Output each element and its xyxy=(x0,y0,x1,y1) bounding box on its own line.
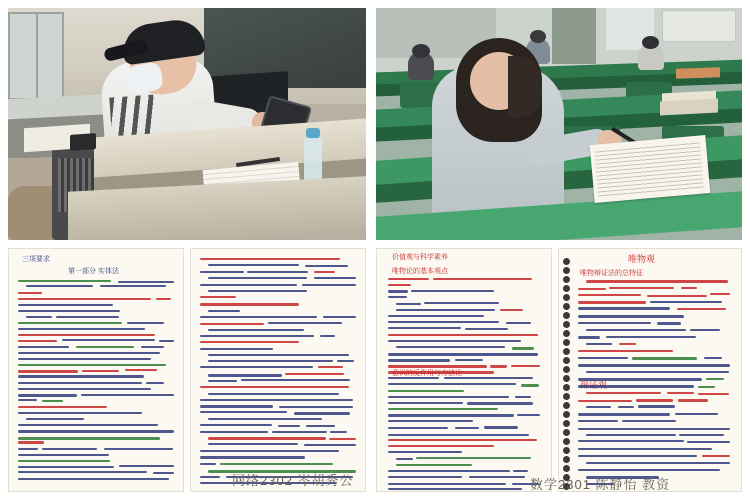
spiral-hole xyxy=(563,285,570,292)
handwritten-line xyxy=(388,296,407,298)
handwritten-line xyxy=(18,340,57,342)
handwritten-line xyxy=(388,290,408,293)
handwritten-line xyxy=(208,443,298,445)
air-conditioner xyxy=(662,10,736,42)
handwritten-line xyxy=(657,322,681,325)
handwritten-line xyxy=(294,412,351,415)
handwritten-line xyxy=(500,309,523,311)
handwritten-line xyxy=(18,280,111,282)
handwritten-line xyxy=(702,455,730,457)
handwritten-line xyxy=(200,284,297,286)
note-page-3 xyxy=(376,248,552,492)
handwritten-line xyxy=(687,441,730,443)
handwritten-line xyxy=(517,414,540,416)
handwritten-line xyxy=(484,426,518,429)
handwritten-line xyxy=(82,370,119,372)
handwritten-line xyxy=(586,343,612,345)
handwritten-line xyxy=(153,472,174,474)
handwritten-line xyxy=(388,445,494,447)
handwritten-line xyxy=(388,488,522,490)
handwritten-line xyxy=(18,471,147,473)
handwritten-line xyxy=(18,370,78,373)
handwritten-line xyxy=(388,483,506,485)
handwritten-line xyxy=(100,285,166,287)
spiral-hole xyxy=(563,420,570,427)
spiral-hole xyxy=(563,456,570,463)
handwritten-line xyxy=(26,418,84,420)
handwritten-line xyxy=(159,340,174,342)
handwritten-line xyxy=(578,288,606,290)
spiral-hole xyxy=(563,375,570,382)
handwritten-line xyxy=(444,377,533,379)
spiral-hole xyxy=(563,465,570,472)
handwritten-line xyxy=(18,454,109,456)
handwritten-line xyxy=(388,470,510,472)
handwritten-line xyxy=(396,458,413,460)
handwritten-line xyxy=(208,380,237,382)
handwritten-line xyxy=(578,336,600,339)
handwritten-line xyxy=(18,466,114,468)
handwritten-line xyxy=(62,339,155,341)
notebook-lines xyxy=(594,139,704,198)
handwritten-line xyxy=(18,412,142,414)
handwritten-line xyxy=(329,438,356,440)
spiral-hole xyxy=(563,258,570,265)
handwritten-line xyxy=(304,444,356,446)
handwritten-line xyxy=(586,329,686,331)
note-page-1 xyxy=(8,248,184,492)
handwritten-line xyxy=(690,329,719,331)
handwritten-line xyxy=(388,390,464,392)
handwritten-line xyxy=(586,392,661,394)
handwritten-line xyxy=(278,425,299,427)
handwritten-line xyxy=(678,399,708,402)
handwritten-line xyxy=(279,406,353,408)
handwritten-line xyxy=(586,434,676,436)
handwritten-line xyxy=(200,258,340,260)
handwritten-line xyxy=(208,354,349,356)
handwritten-line xyxy=(127,322,165,324)
handwritten-line xyxy=(42,448,98,450)
handwritten-line xyxy=(455,359,483,361)
handwritten-line xyxy=(268,322,342,324)
handwritten-line xyxy=(141,346,164,348)
handwritten-line xyxy=(18,448,38,450)
handwritten-line xyxy=(388,439,537,441)
handwritten-line xyxy=(208,360,333,362)
handwritten-line xyxy=(200,386,349,388)
handwritten-line xyxy=(208,290,307,292)
handwritten-line xyxy=(314,277,356,279)
handwritten-line xyxy=(146,382,164,384)
handwritten-line xyxy=(618,406,634,408)
handwritten-line xyxy=(578,301,646,304)
window xyxy=(8,12,64,100)
handwritten-line xyxy=(18,334,155,336)
caption-right: 数学2301 陈静怡 教资 xyxy=(530,477,671,492)
spiral-hole xyxy=(563,267,570,274)
handwritten-line xyxy=(586,462,730,464)
handwritten-line xyxy=(706,378,724,380)
spiral-hole xyxy=(563,384,570,391)
handwritten-line xyxy=(314,271,335,273)
handwritten-line xyxy=(388,353,538,356)
note-page-4 xyxy=(558,248,742,492)
spiral-hole xyxy=(563,393,570,400)
handwritten-line xyxy=(586,280,728,283)
handwritten-line xyxy=(18,328,145,330)
handwritten-line xyxy=(388,476,462,478)
handwritten-line xyxy=(455,427,479,429)
spiral-hole xyxy=(563,438,570,445)
handwritten-line xyxy=(200,399,353,401)
handwritten-line xyxy=(200,335,314,337)
handwritten-line xyxy=(578,420,618,422)
handwritten-line xyxy=(18,364,166,366)
handwritten-line xyxy=(578,350,673,352)
handwritten-line xyxy=(272,431,327,433)
handwritten-line xyxy=(285,373,344,375)
handwritten-line xyxy=(18,382,142,384)
handwritten-line xyxy=(513,470,527,472)
handwritten-line xyxy=(118,281,174,283)
handwritten-line xyxy=(26,316,52,318)
handwritten-line xyxy=(208,329,304,331)
handwritten-line xyxy=(681,287,697,289)
handwritten-line xyxy=(667,392,694,394)
handwritten-line xyxy=(18,292,42,294)
handwritten-line xyxy=(18,352,160,354)
handwritten-line xyxy=(396,464,472,466)
handwritten-line xyxy=(650,301,722,303)
handwritten-line xyxy=(18,394,77,397)
handwritten-line xyxy=(586,406,611,408)
spiral-hole xyxy=(563,330,570,337)
handwritten-line xyxy=(465,328,508,330)
handwritten-line xyxy=(388,327,461,329)
handwritten-line xyxy=(200,341,299,343)
handwritten-line xyxy=(208,437,326,440)
handwritten-line xyxy=(388,383,516,385)
handwritten-line xyxy=(416,457,531,459)
handwritten-line xyxy=(323,316,356,318)
handwritten-line xyxy=(200,316,317,318)
handwritten-line xyxy=(469,476,525,478)
handwritten-line xyxy=(200,431,268,433)
handwritten-line xyxy=(305,265,348,267)
caption-left: 网络2302 岑胡秀公 xyxy=(232,473,354,488)
book-stack-top xyxy=(676,67,720,79)
handwritten-line xyxy=(586,371,729,373)
handwritten-line xyxy=(578,448,712,450)
handwritten-line xyxy=(200,405,273,408)
handwritten-line xyxy=(104,448,174,450)
handwritten-line xyxy=(506,322,531,324)
handwritten-line xyxy=(200,476,220,478)
handwritten-line xyxy=(647,295,707,297)
handwritten-line xyxy=(388,315,484,317)
handwritten-line xyxy=(56,316,119,318)
student-back-3-head xyxy=(642,36,659,49)
handwritten-line xyxy=(515,396,531,398)
handwritten-line xyxy=(388,420,473,422)
handwritten-line xyxy=(388,359,450,362)
handwritten-line xyxy=(710,293,730,295)
handwritten-line xyxy=(578,455,697,457)
handwritten-line xyxy=(622,420,677,422)
handwritten-line xyxy=(200,456,305,459)
handwritten-line xyxy=(632,357,697,360)
handwritten-line xyxy=(247,271,308,273)
handwritten-line xyxy=(320,335,335,337)
handwritten-line xyxy=(18,406,107,408)
handwritten-line xyxy=(388,396,509,398)
handwritten-line xyxy=(490,365,506,368)
photo-top-left xyxy=(8,8,366,240)
handwritten-line xyxy=(521,384,539,387)
bottle-cap xyxy=(306,128,320,138)
handwritten-line xyxy=(306,425,335,427)
handwritten-line xyxy=(241,379,350,381)
handwritten-line xyxy=(18,346,69,348)
handwritten-line xyxy=(609,287,674,289)
handwritten-line xyxy=(619,343,636,345)
handwritten-line xyxy=(578,357,628,359)
spiral-hole xyxy=(563,339,570,346)
spiral-hole xyxy=(563,276,570,283)
handwritten-line xyxy=(18,304,113,306)
note-4-section-1: 唯物辩证法的总特征 xyxy=(580,270,643,277)
handwritten-line xyxy=(396,309,495,311)
handwritten-line xyxy=(76,346,135,348)
handwritten-line xyxy=(200,296,236,298)
handwritten-line xyxy=(578,307,670,310)
handwritten-line xyxy=(18,424,158,426)
handwritten-line xyxy=(200,303,299,306)
handwritten-line xyxy=(337,360,354,362)
handwritten-line xyxy=(638,405,675,408)
handwritten-line xyxy=(578,294,641,296)
handwritten-line xyxy=(200,411,287,413)
handwritten-line xyxy=(388,402,463,404)
handwritten-line xyxy=(208,393,339,395)
handwritten-line xyxy=(26,285,93,287)
classroom-door xyxy=(552,8,596,64)
spiral-hole xyxy=(563,402,570,409)
handwritten-line xyxy=(433,278,533,280)
note-1-title: 三项要求 xyxy=(22,256,50,263)
handwritten-line xyxy=(388,414,514,417)
handwritten-line xyxy=(388,434,529,436)
handwritten-line xyxy=(208,277,307,279)
handwritten-line xyxy=(467,402,533,405)
handwritten-line xyxy=(208,264,299,266)
handwritten-line xyxy=(220,463,333,465)
spiral-hole xyxy=(563,294,570,301)
handwritten-line xyxy=(636,399,673,402)
handwritten-line xyxy=(42,400,64,402)
handwritten-line xyxy=(200,450,339,452)
spiral-hole xyxy=(563,303,570,310)
handwritten-line xyxy=(18,478,169,480)
spiral-hole xyxy=(563,366,570,373)
note-1-subtitle: 第一部分 实体法 xyxy=(68,268,119,275)
handwritten-line xyxy=(18,322,122,324)
handwritten-line xyxy=(388,377,439,379)
handwritten-line xyxy=(578,428,730,430)
handwritten-line xyxy=(388,408,498,410)
student-hair-front xyxy=(508,56,542,118)
note-3-section-1: 唯物论的基本观点 xyxy=(392,268,448,275)
handwritten-line xyxy=(125,369,156,371)
handwritten-line xyxy=(388,334,538,336)
handwritten-line xyxy=(18,460,110,462)
handwritten-line xyxy=(396,346,505,348)
handwritten-line xyxy=(208,418,322,420)
note-4-title: 唯物观 xyxy=(628,254,656,264)
photo-top-right xyxy=(376,8,742,240)
handwritten-line xyxy=(200,424,272,426)
student-back-1-head xyxy=(412,44,430,58)
handwritten-line xyxy=(302,284,356,286)
student-back-2-head xyxy=(530,30,546,43)
spiral-hole xyxy=(563,447,570,454)
handwritten-line xyxy=(18,437,160,440)
handwritten-line xyxy=(156,298,171,300)
handwritten-line xyxy=(424,302,498,304)
handwritten-line xyxy=(208,374,282,377)
handwritten-line xyxy=(388,321,499,323)
handwritten-line xyxy=(18,388,151,390)
handwritten-line xyxy=(578,400,632,402)
spiral-hole xyxy=(563,429,570,436)
spiral-hole xyxy=(563,348,570,355)
handwritten-line xyxy=(578,385,694,388)
handwritten-line xyxy=(698,393,728,395)
handwritten-line xyxy=(18,310,120,312)
handwritten-line xyxy=(18,358,151,360)
handwritten-line xyxy=(578,322,651,324)
handwritten-line xyxy=(578,315,684,318)
handwritten-line xyxy=(208,310,240,312)
handwritten-line xyxy=(18,375,144,378)
handwritten-line xyxy=(318,366,343,368)
handwritten-line xyxy=(578,413,670,416)
spiral-hole xyxy=(563,312,570,319)
handwritten-line xyxy=(578,378,702,381)
handwritten-line xyxy=(677,308,726,310)
handwritten-line xyxy=(578,469,720,471)
handwritten-line xyxy=(388,451,462,453)
handwritten-line xyxy=(679,434,725,436)
handwritten-line xyxy=(200,463,216,465)
spiral-hole xyxy=(563,321,570,328)
spiral-hole xyxy=(563,357,570,364)
handwritten-line xyxy=(18,441,44,444)
handwritten-line xyxy=(578,364,730,367)
handwritten-line xyxy=(698,386,715,388)
handwritten-line xyxy=(200,348,273,350)
handwritten-line xyxy=(330,431,347,433)
handwritten-line xyxy=(81,394,174,396)
handwritten-line xyxy=(512,347,535,350)
handwritten-line xyxy=(119,465,174,467)
note-page-2 xyxy=(190,248,366,492)
phone xyxy=(70,133,96,151)
handwritten-line xyxy=(388,278,429,280)
handwritten-line xyxy=(606,336,697,338)
handwritten-line xyxy=(18,399,37,401)
note-3-title: 价值观与科学素养 xyxy=(392,254,448,261)
handwritten-line xyxy=(704,357,722,359)
handwritten-line xyxy=(388,371,494,374)
handwritten-line xyxy=(511,365,540,367)
handwritten-line xyxy=(200,366,313,368)
handwritten-line xyxy=(18,430,174,433)
handwritten-line xyxy=(388,284,411,286)
handwritten-line xyxy=(200,323,264,325)
spiral-hole xyxy=(563,411,570,418)
handwritten-line xyxy=(388,365,487,368)
handwritten-line xyxy=(411,290,494,292)
handwritten-line xyxy=(388,427,448,429)
handwritten-line xyxy=(388,340,521,342)
handwritten-line xyxy=(578,440,684,442)
handwritten-line xyxy=(675,413,718,415)
handwritten-line xyxy=(396,303,421,305)
handwritten-line xyxy=(200,271,244,273)
handwritten-line xyxy=(18,298,151,300)
